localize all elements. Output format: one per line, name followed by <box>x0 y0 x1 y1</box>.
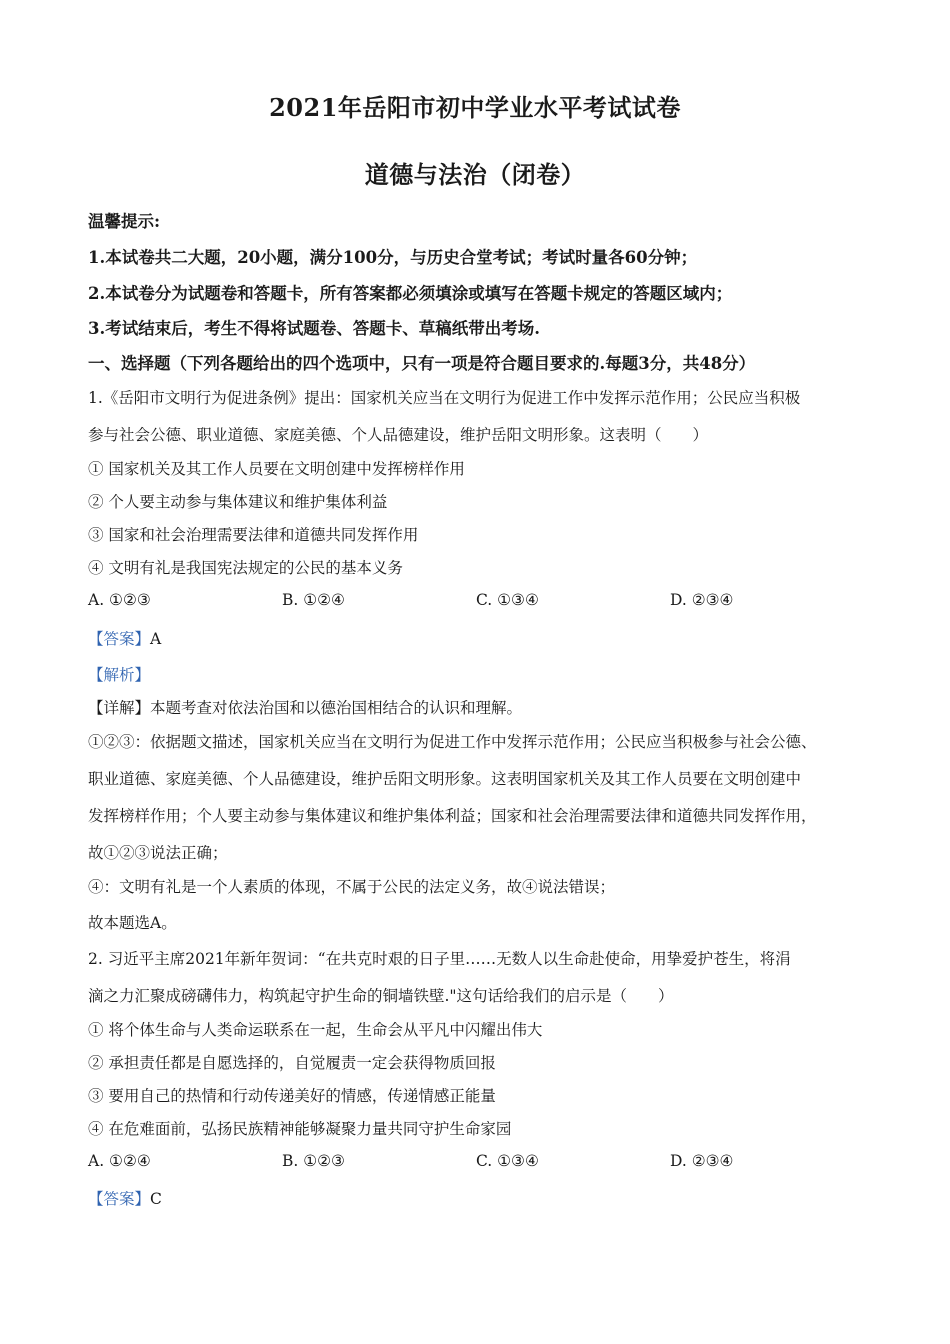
q1-explain-line: 职业道德、家庭美德、个人品德建设，维护岳阳文明形象。这表明国家机关及其工作人员要在文明创建中 <box>88 770 802 788</box>
answer-label: 【答案】 <box>88 630 151 648</box>
q1-statement: ① 国家机关及其工作人员要在文明创建中发挥榜样作用 <box>88 460 465 478</box>
q2-option-b: B. ①②③ <box>282 1152 345 1170</box>
q1-option-b: B. ①②④ <box>282 591 345 609</box>
q1-detail <box>88 696 888 718</box>
section-heading: 一、选择题（下列各题给出的四个选项中，只有一项是符合题目要求的.每题3分，共48分） <box>88 354 756 373</box>
q1-option-a: A. ①②③ <box>88 591 151 609</box>
q2-option-c: C. ①③④ <box>476 1152 539 1170</box>
page-title: 2021年岳阳市初中学业水平考试试卷 <box>269 93 681 122</box>
q2-answer <box>88 1187 888 1209</box>
q2-stem: 2. 习近平主席2021年新年贺词：“在共克时艰的日子里……无数人以生命赴使命，用挚爱护苍生，将涓 <box>88 950 791 968</box>
q2-statement: ① 将个体生命与人类命运联系在一起，生命会从平凡中闪耀出伟大 <box>88 1021 543 1039</box>
q1-explain-line: ④：文明有礼是一个人素质的体现，不属于公民的法定义务，故④说法错误； <box>88 878 616 896</box>
q1-explain-line: 故①②③说法正确； <box>88 844 228 862</box>
page-subtitle: 道德与法治（闭卷） <box>364 160 586 189</box>
tip-item: 1.本试卷共二大题，20小题，满分100分，与历史合堂考试；考试时量各60分钟； <box>88 248 698 267</box>
q1-option-d: D. ②③④ <box>670 591 734 609</box>
q2-option-d: D. ②③④ <box>670 1152 734 1170</box>
q1-answer <box>88 627 888 649</box>
answer-label: 【答案】 <box>88 1190 151 1208</box>
q1-statement: ④ 文明有礼是我国宪法规定的公民的基本义务 <box>88 559 403 577</box>
q2-statement: ④ 在危难面前，弘扬民族精神能够凝聚力量共同守护生命家园 <box>88 1120 512 1138</box>
q2-option-a: A. ①②④ <box>88 1152 151 1170</box>
answer-value: C <box>150 1190 162 1208</box>
q1-statement: ③ 国家和社会治理需要法律和道德共同发挥作用 <box>88 526 419 544</box>
q2-stem: 滴之力汇聚成磅礴伟力，构筑起守护生命的铜墙铁壁."这句话给我们的启示是（ ） <box>88 987 674 1005</box>
analysis-label: 【解析】 <box>88 666 151 684</box>
q2-statement: ③ 要用自己的热情和行动传递美好的情感，传递情感正能量 <box>88 1087 496 1105</box>
detail-label: 【详解】 <box>88 699 151 717</box>
q1-stem: 1.《岳阳市文明行为促进条例》提出：国家机关应当在文明行为促进工作中发挥示范作用；公民应当积极 <box>88 389 801 407</box>
q2-statement: ② 承担责任都是自愿选择的，自觉履责一定会获得物质回报 <box>88 1054 496 1072</box>
detail-text: 本题考查对依法治国和以德治国相结合的认识和理解。 <box>150 699 523 717</box>
q1-explain-line: 故本题选A。 <box>88 914 177 932</box>
q1-statement: ② 个人要主动参与集体建议和维护集体利益 <box>88 493 388 511</box>
tip-item: 2.本试卷分为试题卷和答题卡，所有答案都必须填涂或填写在答题卡规定的答题区域内； <box>88 284 733 303</box>
answer-value: A <box>150 630 162 648</box>
q1-explain-line: ①②③：依据题文描述，国家机关应当在文明行为促进工作中发挥示范作用；公民应当积极参与社会公德、 <box>88 733 817 751</box>
q1-explain-line: 发挥榜样作用；个人要主动参与集体建议和维护集体利益；国家和社会治理需要法律和道德共同发挥作用， <box>88 807 817 825</box>
q1-stem: 参与社会公德、职业道德、家庭美德、个人品德建设，维护岳阳文明形象。这表明（ ） <box>88 426 709 444</box>
tip-item: 3.考试结束后，考生不得将试题卷、答题卡、草稿纸带出考场. <box>88 319 540 338</box>
tips-heading: 温馨提示: <box>88 212 161 231</box>
q1-option-c: C. ①③④ <box>476 591 539 609</box>
